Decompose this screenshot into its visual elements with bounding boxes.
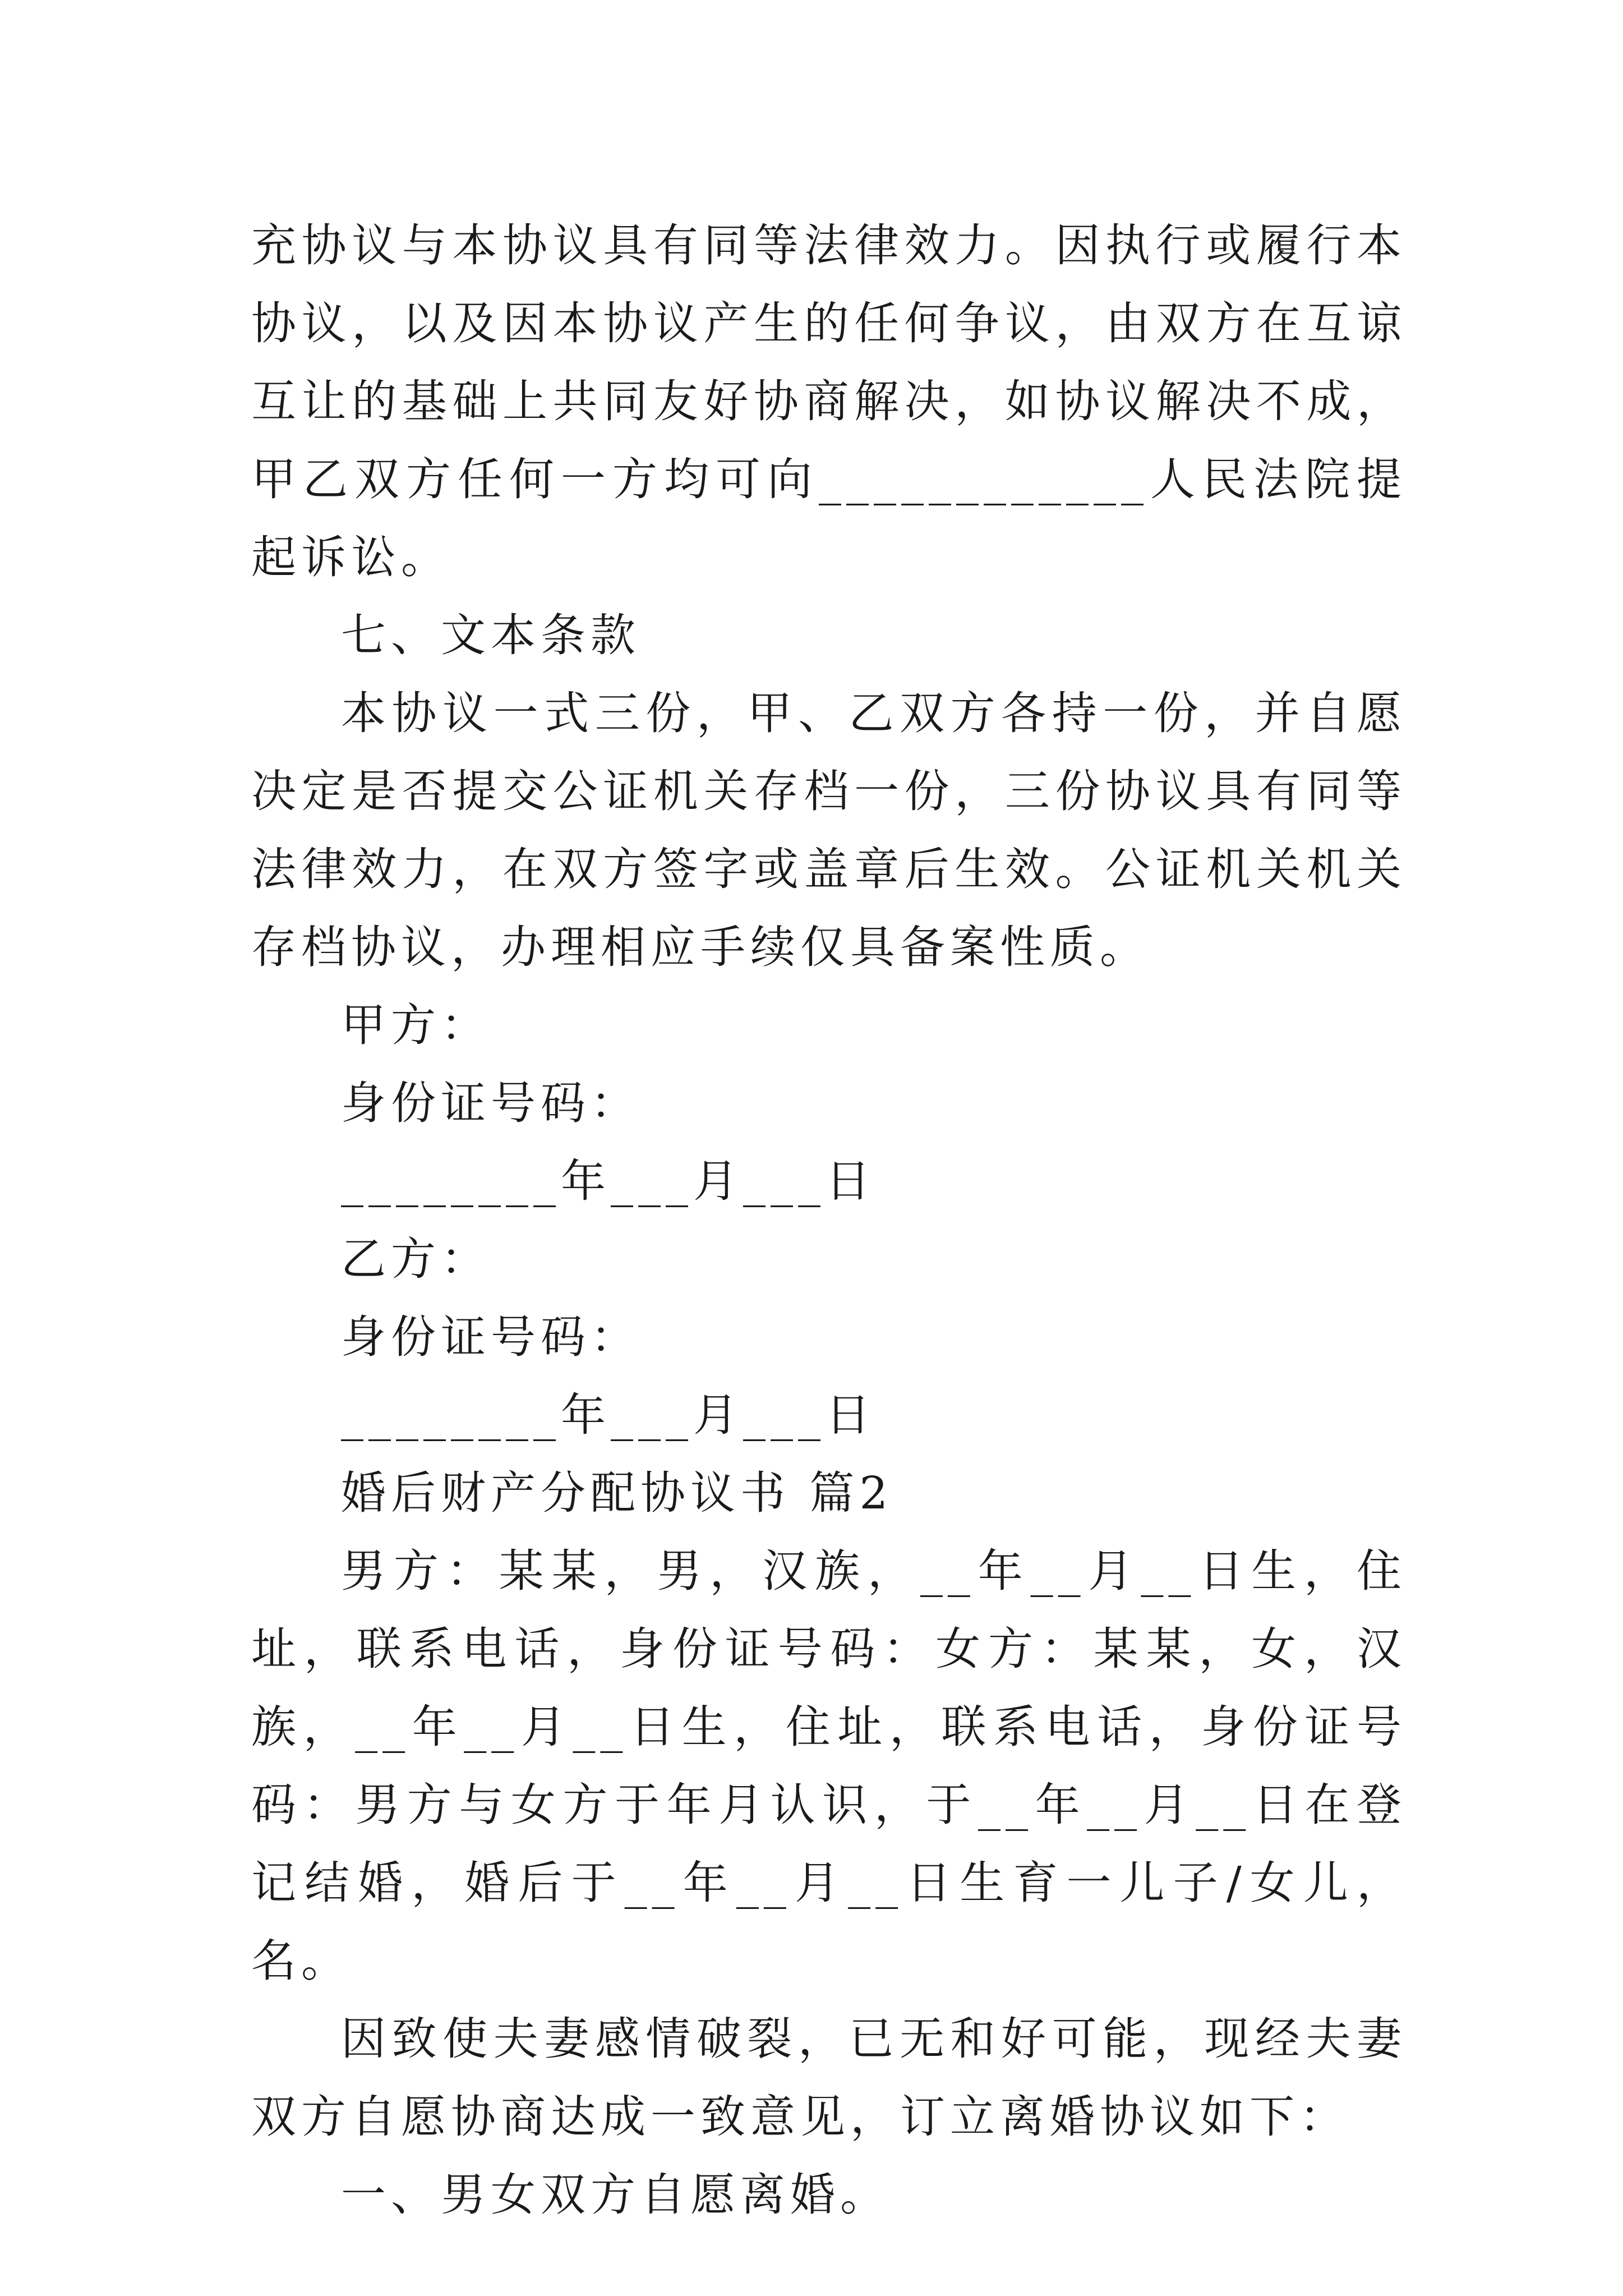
section-heading-text-terms: 七、文本条款 [341,609,640,661]
party-b-id-label: 身份证号码： [341,1311,640,1363]
party-a-label: 甲方： [341,999,491,1051]
document-title-part2: 婚后财产分配协议书 篇2 [341,1467,893,1519]
paragraph-dispute-resolution: 充协议与本协议具有同等法律效力。因执行或履行本协议，以及因本协议产生的任何争议，由双方在互谅互让的基础上共同友好协商解决，如协议解决不成，甲乙双方任何一方均可向____________人民法院提起诉讼。 [251,219,1407,583]
document-body [251,206,1407,2234]
paragraph-divorce-reason: 因致使夫妻感情破裂，已无和好可能，现经夫妻双方自愿协商达成一致意见，订立离婚协议如下： [251,2013,1407,2143]
clause-one: 一、男女双方自愿离婚。 [341,2169,890,2221]
party-a-id-label: 身份证号码： [341,1077,640,1129]
party-b-label: 乙方： [341,1233,491,1285]
paragraph-party-info: 男方：某某，男，汉族，__年__月__日生，住址，联系电话，身份证号码：女方：某某，女，汉族，__年__月__日生，住址，联系电话，身份证号码：男方与女方于年月认识，于__年__月__日在登记结婚，婚后于__年__月__日生育一儿子/女儿，名。 [251,1545,1407,1987]
paragraph-copies: 本协议一式三份，甲、乙双方各持一份，并自愿决定是否提交公证机关存档一份，三份协议具有同等法律效力，在双方签字或盖章后生效。公证机关机关存档协议，办理相应手续仅具备案性质。 [251,687,1407,973]
party-b-date: ________年___月___日 [341,1389,875,1441]
party-a-date: ________年___月___日 [341,1155,875,1207]
